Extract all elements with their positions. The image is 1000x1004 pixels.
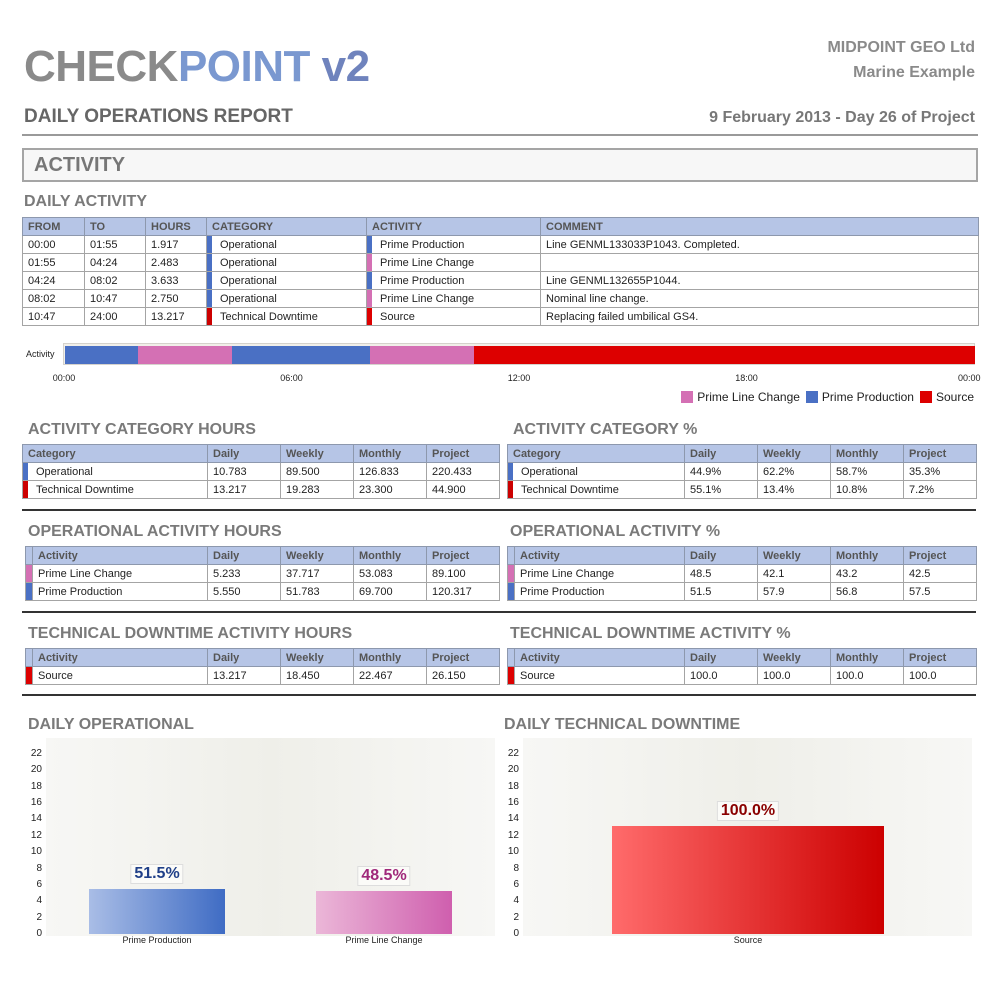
daily-downtime-title: DAILY TECHNICAL DOWNTIME xyxy=(504,716,741,733)
color-swatch xyxy=(508,481,513,498)
value-cell: 57.5 xyxy=(904,583,977,601)
y-tick-label: 8 xyxy=(513,862,519,874)
col-header-hours: HOURS xyxy=(146,218,207,236)
col-header-to: TO xyxy=(85,218,146,236)
table-row xyxy=(23,272,979,290)
to-cell: 10:47 xyxy=(85,290,146,308)
category-hours-table xyxy=(22,444,500,499)
legend-swatch xyxy=(806,391,818,403)
value-cell: 220.433 xyxy=(427,463,500,481)
table-row xyxy=(508,463,977,481)
color-swatch xyxy=(23,463,28,480)
timeline-tick-label: 00:00 xyxy=(52,373,76,383)
color-swatch xyxy=(207,236,212,253)
value-cell: 37.717 xyxy=(281,565,354,583)
y-tick-label: 2 xyxy=(513,911,519,923)
table-header-row xyxy=(26,547,500,565)
operational-pct-table xyxy=(507,546,977,601)
table-row xyxy=(508,481,977,499)
legend-swatch xyxy=(920,391,932,403)
color-swatch xyxy=(26,667,33,685)
timeline-track xyxy=(63,343,975,365)
y-tick-label: 12 xyxy=(507,829,519,841)
value-cell: 18.450 xyxy=(281,667,354,685)
activity-cell xyxy=(367,290,541,308)
y-tick-label: 12 xyxy=(30,829,42,841)
y-tick-label: 18 xyxy=(507,780,519,792)
value-cell: 69.700 xyxy=(354,583,427,601)
name-cell: Source xyxy=(33,667,208,685)
col-header: Monthly xyxy=(831,649,904,667)
col-header: Category xyxy=(23,445,208,463)
value-cell: 100.0 xyxy=(904,667,977,685)
report-title: DAILY OPERATIONS REPORT xyxy=(24,106,293,127)
report-date: 9 February 2013 - Day 26 of Project xyxy=(709,109,975,126)
category-hours-title: ACTIVITY CATEGORY HOURS xyxy=(28,421,256,438)
table-row xyxy=(23,463,500,481)
color-swatch xyxy=(207,254,212,271)
hours-cell: 2.750 xyxy=(146,290,207,308)
comment-cell: Nominal line change. xyxy=(541,290,979,308)
activity-cell xyxy=(367,308,541,326)
timeline-tick-label: 06:00 xyxy=(280,373,303,383)
name-cell: Prime Production xyxy=(515,583,685,601)
y-tick-label: 8 xyxy=(36,862,42,874)
color-swatch xyxy=(508,565,515,583)
activity-cell xyxy=(367,254,541,272)
activity-cell-text: Prime Production xyxy=(380,238,465,251)
data-label: 48.5% xyxy=(357,866,410,886)
legend-swatch xyxy=(681,391,693,403)
color-swatch xyxy=(367,308,372,325)
value-cell: 35.3% xyxy=(904,463,977,481)
hours-cell: 1.917 xyxy=(146,236,207,254)
color-swatch xyxy=(508,463,513,480)
comment-cell: Replacing failed umbilical GS4. xyxy=(541,308,979,326)
category-cell-text: Technical Downtime xyxy=(220,310,318,323)
bar-source xyxy=(612,826,884,934)
color-swatch xyxy=(26,565,33,583)
col-header: Daily xyxy=(208,547,281,565)
x-tick-label: Prime Production xyxy=(122,935,192,945)
y-tick-label: 16 xyxy=(507,797,519,809)
table-header-row xyxy=(26,649,500,667)
value-cell: 51.783 xyxy=(281,583,354,601)
section-header xyxy=(22,148,978,182)
value-cell: 89.100 xyxy=(427,565,500,583)
value-cell: 126.833 xyxy=(354,463,427,481)
color-swatch xyxy=(207,290,212,307)
category-cell-text: Operational xyxy=(220,256,277,269)
y-tick-label: 22 xyxy=(30,748,42,759)
timeline-tick-label: 12:00 xyxy=(507,373,531,383)
col-header: Weekly xyxy=(281,547,354,565)
timeline-tick-label: 00:00 xyxy=(958,373,981,383)
value-cell: 19.283 xyxy=(281,481,354,499)
timeline-segment xyxy=(138,346,232,364)
category-cell-text: Operational xyxy=(220,274,277,287)
header-swatch-cell xyxy=(26,649,33,667)
header-swatch-cell xyxy=(508,649,515,667)
name-text: Operational xyxy=(521,465,578,478)
value-cell: 26.150 xyxy=(427,667,500,685)
section-divider xyxy=(22,509,976,511)
table-header-row xyxy=(508,547,977,565)
col-header-comment: COMMENT xyxy=(541,218,979,236)
daily-operational-title: DAILY OPERATIONAL xyxy=(28,716,194,733)
name-cell: Prime Production xyxy=(33,583,208,601)
col-header: Weekly xyxy=(758,547,831,565)
value-cell: 62.2% xyxy=(758,463,831,481)
timeline-segment xyxy=(232,346,370,364)
col-header: Daily xyxy=(208,649,281,667)
hours-cell: 13.217 xyxy=(146,308,207,326)
value-cell: 58.7% xyxy=(831,463,904,481)
operational-pct-title: OPERATIONAL ACTIVITY % xyxy=(510,523,721,540)
table-header-row xyxy=(508,649,977,667)
category-cell xyxy=(207,272,367,290)
hours-cell: 2.483 xyxy=(146,254,207,272)
col-header: Project xyxy=(427,649,500,667)
legend-item xyxy=(806,390,914,404)
col-header: Weekly xyxy=(281,649,354,667)
col-header: Activity xyxy=(33,649,208,667)
col-header: Monthly xyxy=(831,445,904,463)
table-header-row xyxy=(23,445,500,463)
table-row xyxy=(508,583,977,601)
timeline-segment xyxy=(370,346,474,364)
y-tick-label: 14 xyxy=(30,813,42,825)
y-tick-label: 4 xyxy=(36,895,42,907)
header-swatch-cell xyxy=(508,547,515,565)
col-header: Project xyxy=(904,649,977,667)
to-cell: 04:24 xyxy=(85,254,146,272)
col-header: Weekly xyxy=(758,445,831,463)
y-tick-label: 20 xyxy=(30,764,42,776)
company-block xyxy=(827,35,975,85)
activity-cell-text: Source xyxy=(380,310,415,323)
y-tick-label: 18 xyxy=(30,780,42,792)
value-cell: 13.217 xyxy=(208,481,281,499)
downtime-pct-title: TECHNICAL DOWNTIME ACTIVITY % xyxy=(510,625,791,642)
section-title: ACTIVITY xyxy=(34,154,126,176)
x-tick-label: Source xyxy=(733,935,763,945)
value-cell: 100.0 xyxy=(831,667,904,685)
table-header-row xyxy=(508,445,977,463)
activity-cell xyxy=(367,272,541,290)
to-cell: 08:02 xyxy=(85,272,146,290)
col-header: Weekly xyxy=(281,445,354,463)
from-cell: 00:00 xyxy=(23,236,85,254)
col-header: Project xyxy=(904,547,977,565)
table-row xyxy=(26,667,500,685)
name-cell xyxy=(23,463,208,481)
header-swatch-cell xyxy=(26,547,33,565)
col-header: Daily xyxy=(685,649,758,667)
category-pct-table xyxy=(507,444,977,499)
y-tick-label: 22 xyxy=(507,748,519,759)
app-logo xyxy=(24,42,370,92)
y-tick-label: 4 xyxy=(513,895,519,907)
y-tick-label: 2 xyxy=(36,911,42,923)
legend-label: Source xyxy=(935,390,974,404)
color-swatch xyxy=(367,236,372,253)
from-cell: 10:47 xyxy=(23,308,85,326)
operational-hours-table xyxy=(25,546,500,601)
header-divider xyxy=(22,134,978,136)
downtime-hours-table xyxy=(25,648,500,685)
col-header: Monthly xyxy=(831,547,904,565)
value-cell: 120.317 xyxy=(427,583,500,601)
category-cell xyxy=(207,290,367,308)
table-row xyxy=(23,254,979,272)
name-cell: Prime Line Change xyxy=(33,565,208,583)
col-header: Activity xyxy=(33,547,208,565)
name-text: Operational xyxy=(36,465,93,478)
table-header-row xyxy=(23,218,979,236)
value-cell: 13.217 xyxy=(208,667,281,685)
col-header-from: FROM xyxy=(23,218,85,236)
section-divider xyxy=(22,611,976,613)
comment-cell: Line GENML132655P1044. xyxy=(541,272,979,290)
value-cell: 100.0 xyxy=(685,667,758,685)
col-header: Activity xyxy=(515,649,685,667)
downtime-hours-title: TECHNICAL DOWNTIME ACTIVITY HOURS xyxy=(28,625,353,642)
downtime-pct-table xyxy=(507,648,977,685)
name-cell xyxy=(508,463,685,481)
value-cell: 44.900 xyxy=(427,481,500,499)
value-cell: 55.1% xyxy=(685,481,758,499)
table-row xyxy=(508,667,977,685)
value-cell: 42.1 xyxy=(758,565,831,583)
y-tick-label: 14 xyxy=(507,813,519,825)
value-cell: 100.0 xyxy=(758,667,831,685)
activity-cell xyxy=(367,236,541,254)
col-header-category: CATEGORY xyxy=(207,218,367,236)
category-pct-title: ACTIVITY CATEGORY % xyxy=(513,421,698,438)
color-swatch xyxy=(508,583,515,601)
value-cell: 23.300 xyxy=(354,481,427,499)
table-row xyxy=(23,290,979,308)
y-tick-label: 0 xyxy=(36,928,42,939)
col-header: Weekly xyxy=(758,649,831,667)
table-row xyxy=(23,308,979,326)
x-tick-label: Prime Line Change xyxy=(345,935,423,945)
category-cell-text: Operational xyxy=(220,292,277,305)
value-cell: 5.233 xyxy=(208,565,281,583)
bar-prime-production xyxy=(89,889,225,934)
legend-label: Prime Production xyxy=(821,390,914,404)
y-tick-label: 10 xyxy=(30,846,42,858)
comment-cell xyxy=(541,254,979,272)
to-cell: 01:55 xyxy=(85,236,146,254)
data-label: 51.5% xyxy=(130,864,183,884)
from-cell: 08:02 xyxy=(23,290,85,308)
timeline-legend xyxy=(681,390,974,404)
logo-text-check: CHECK xyxy=(24,42,178,91)
from-cell: 04:24 xyxy=(23,272,85,290)
value-cell: 13.4% xyxy=(758,481,831,499)
color-swatch xyxy=(508,667,515,685)
col-header: Daily xyxy=(685,547,758,565)
operational-hours-title: OPERATIONAL ACTIVITY HOURS xyxy=(28,523,282,540)
project-name: Marine Example xyxy=(853,64,975,81)
name-cell: Source xyxy=(515,667,685,685)
col-header: Project xyxy=(427,445,500,463)
timeline-label: Activity xyxy=(26,349,55,359)
y-tick-label: 6 xyxy=(513,878,519,890)
value-cell: 7.2% xyxy=(904,481,977,499)
color-swatch xyxy=(207,272,212,289)
activity-cell-text: Prime Production xyxy=(380,274,465,287)
activity-cell-text: Prime Line Change xyxy=(380,256,475,269)
logo-text-version: v2 xyxy=(309,42,370,91)
name-cell xyxy=(508,481,685,499)
col-header: Daily xyxy=(208,445,281,463)
comment-cell: Line GENML133033P1043. Completed. xyxy=(541,236,979,254)
color-swatch xyxy=(23,481,28,498)
value-cell: 10.783 xyxy=(208,463,281,481)
category-cell xyxy=(207,254,367,272)
y-tick-label: 6 xyxy=(36,878,42,890)
col-header: Project xyxy=(427,547,500,565)
color-swatch xyxy=(367,290,372,307)
table-row xyxy=(26,565,500,583)
color-swatch xyxy=(26,583,33,601)
hours-cell: 3.633 xyxy=(146,272,207,290)
timeline-segment xyxy=(65,346,138,364)
logo-text-point: POINT xyxy=(177,42,310,91)
value-cell: 48.5 xyxy=(685,565,758,583)
activity-cell-text: Prime Line Change xyxy=(380,292,475,305)
name-cell: Prime Line Change xyxy=(515,565,685,583)
legend-label: Prime Line Change xyxy=(697,390,800,404)
table-row xyxy=(26,583,500,601)
value-cell: 10.8% xyxy=(831,481,904,499)
category-cell xyxy=(207,308,367,326)
value-cell: 22.467 xyxy=(354,667,427,685)
y-tick-label: 0 xyxy=(513,928,519,939)
color-swatch xyxy=(367,272,372,289)
col-header: Project xyxy=(904,445,977,463)
col-header: Category xyxy=(508,445,685,463)
data-label: 100.0% xyxy=(717,801,779,821)
y-tick-label: 20 xyxy=(507,764,519,776)
col-header-activity: ACTIVITY xyxy=(367,218,541,236)
company-name: MIDPOINT GEO Ltd xyxy=(827,39,975,56)
timeline-segment xyxy=(474,346,975,364)
value-cell: 57.9 xyxy=(758,583,831,601)
bar-prime-line-change xyxy=(316,891,452,934)
value-cell: 5.550 xyxy=(208,583,281,601)
timeline-tick-label: 18:00 xyxy=(735,373,758,383)
col-header: Monthly xyxy=(354,649,427,667)
value-cell: 43.2 xyxy=(831,565,904,583)
category-cell-text: Operational xyxy=(220,238,277,251)
section-divider xyxy=(22,694,976,696)
col-header: Daily xyxy=(685,445,758,463)
value-cell: 51.5 xyxy=(685,583,758,601)
col-header: Monthly xyxy=(354,547,427,565)
daily-activity-table xyxy=(22,217,979,326)
value-cell: 89.500 xyxy=(281,463,354,481)
col-header: Activity xyxy=(515,547,685,565)
legend-item xyxy=(920,390,974,404)
value-cell: 53.083 xyxy=(354,565,427,583)
from-cell: 01:55 xyxy=(23,254,85,272)
col-header: Monthly xyxy=(354,445,427,463)
table-row xyxy=(23,481,500,499)
name-text: Technical Downtime xyxy=(521,483,619,496)
color-swatch xyxy=(367,254,372,271)
table-row xyxy=(23,236,979,254)
table-row xyxy=(508,565,977,583)
legend-item xyxy=(681,390,800,404)
daily-activity-title: DAILY ACTIVITY xyxy=(24,193,147,210)
category-cell xyxy=(207,236,367,254)
to-cell: 24:00 xyxy=(85,308,146,326)
y-tick-label: 16 xyxy=(30,797,42,809)
y-tick-label: 10 xyxy=(507,846,519,858)
color-swatch xyxy=(207,308,212,325)
value-cell: 56.8 xyxy=(831,583,904,601)
name-text: Technical Downtime xyxy=(36,483,134,496)
value-cell: 42.5 xyxy=(904,565,977,583)
name-cell xyxy=(23,481,208,499)
value-cell: 44.9% xyxy=(685,463,758,481)
